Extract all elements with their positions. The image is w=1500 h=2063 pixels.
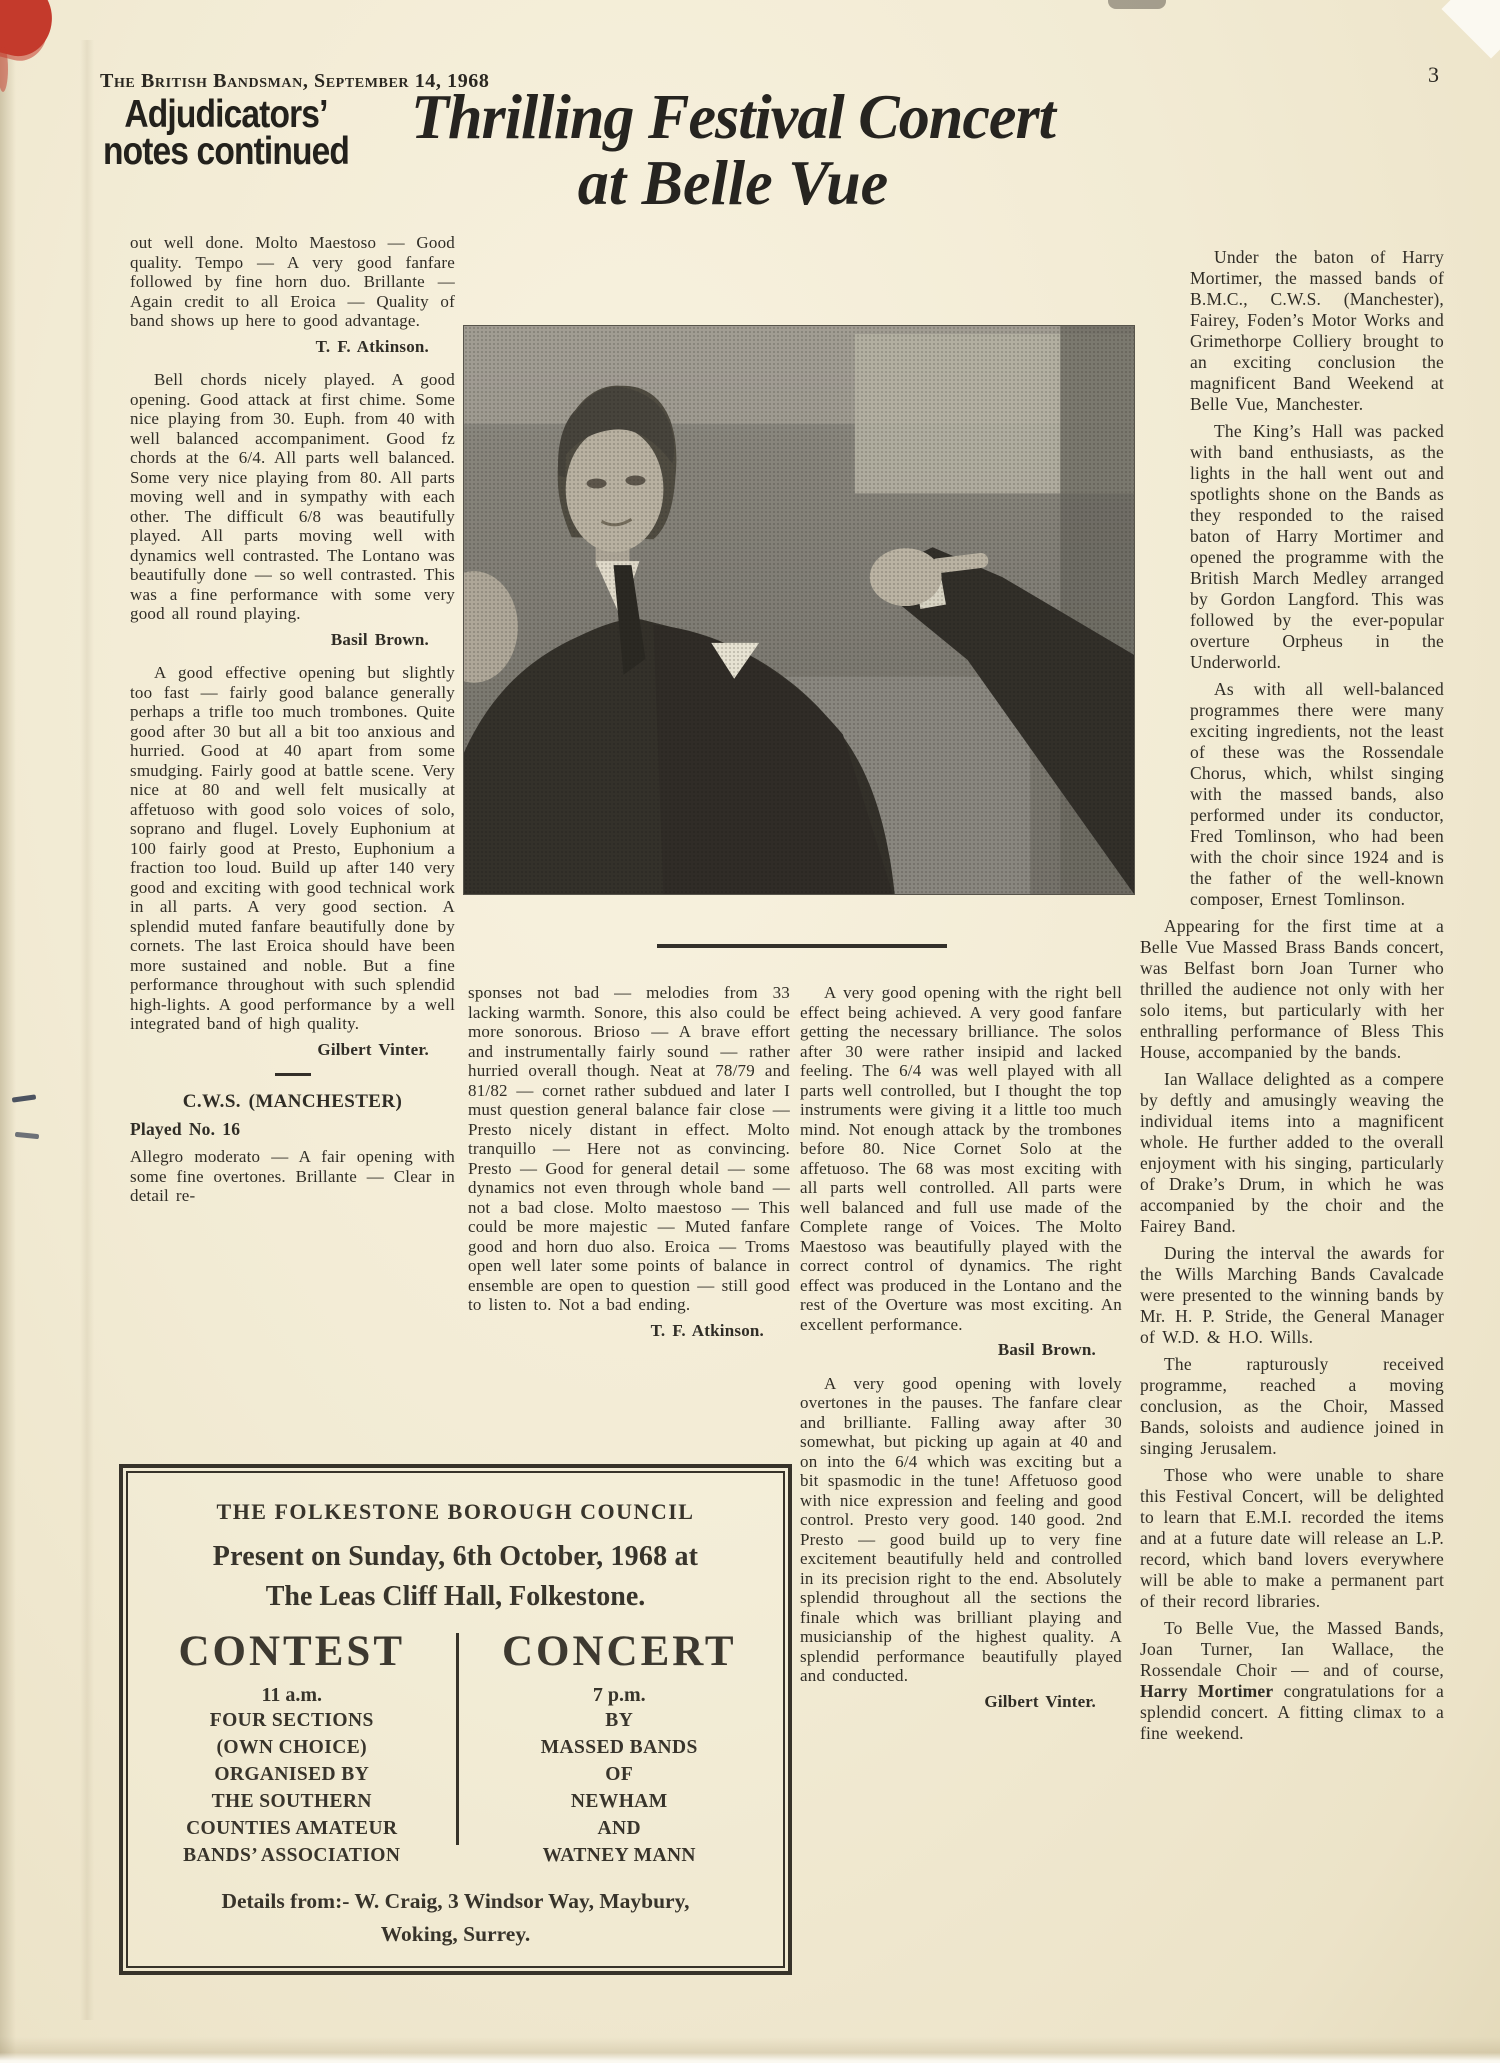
concert-time: 7 p.m. [592,1684,646,1706]
played-number-label: Played No. 16 [130,1118,241,1139]
byline-signature: Basil Brown. [997,1340,1096,1359]
article-paragraph: out well done. Molto Maestoso — Good quality. Tempo — A very good fanfare followed by fine horn duo. Brillante — Again credit to all Eroica — Quality of band shows up here to good advantage. [130,233,455,330]
article-paragraph: During the interval the awards for the Wills Marching Bands Cavalcade were presented to the winning bands by Mr. H. P. Stride, the General Manager of W.D. & H.O. Wills. [1140,1243,1444,1347]
article-paragraph: Bell chords nicely played. A good opening. Good attack at first chime. Some nice playing from 30. Euph. from 40 with well balanced accompaniment. Good fz chords at the 6/4. All parts well balanced. Some very nice playing from 80. All parts moving well and in sympathy with each other. The difficult 6/8 was beautifully played. All parts moving well with dynamics well contrasted. The Lontano was beautifully done — so well contrasted. This was a fine performance with some very good all round playing. [130,370,455,623]
byline-signature: Gilbert Vinter. [984,1691,1096,1711]
concert-line: OF [605,1764,634,1785]
contest-line: (OWN CHOICE) [216,1737,367,1758]
advert-details [128,1885,783,1951]
contest-line: COUNTIES AMATEUR [186,1818,398,1839]
staple-mark [15,1132,39,1139]
article-paragraph: The King’s Hall was packed with band enthusiasts, as the lights in the hall went out and spotlights shone on the Bands as they responded to the raised baton of Harry Mortimer and opened the programme with the British March Medley arranged by Gordon Langford. This was followed by the ever-popular overture Orpheus in the Underworld. [1190,421,1444,672]
page-number: 3 [1428,62,1439,87]
column-adjudicators-notes [130,233,455,1457]
byline-signature: Gilbert Vinter. [317,1039,429,1059]
contest-line: BANDS’ ASSOCIATION [183,1845,401,1866]
advert-date-line: Present on Sunday, 6th October, 1968 at [212,1541,699,1572]
article-paragraph: The rapturously received programme, reached a moving conclusion, as the Choir, Massed Bands, soloists and audience joined in singing Jerusalem. [1140,1354,1444,1458]
masthead: The British Bandsman, September 14, 1968 [100,70,490,92]
advert-columns [128,1627,783,1869]
band-subheading: C.W.S. (MANCHESTER) [182,1091,403,1112]
photo-divider-rule [657,944,947,948]
headline-line1: Thrilling Festival Concert [411,81,1055,152]
article-paragraph: Ian Wallace delighted as a compere by deftly and amusingly weaving the individual items into a magnificent whole. He further added to the overall enjoyment with his singing, particularly of Drake’s Drum, in which he was accompanied by the choir and the Fairey Band. [1140,1069,1444,1236]
concert-heading: CONCERT [501,1628,737,1675]
paragraph-text: To Belle Vue, the Massed Bands, Joan Turner, Ian Wallace, the Rossendale Choir — and of course, [1140,1618,1444,1680]
concert-line: WATNEY MANN [542,1845,696,1866]
concert-line: NEWHAM [570,1791,668,1812]
column-notes-continued-2 [800,983,1122,1975]
photo-wrap-spacer [1140,247,1190,915]
byline-signature: Basil Brown. [330,629,429,649]
page-left-edge-shadow [0,0,16,2063]
conductor-photo [463,325,1135,895]
article-paragraph: A very good opening with the right bell effect being achieved. A very good fanfare getting the necessary brilliance. The solos after 30 were rather insipid and lacked feeling. The 6/4 was well played with all parts well controlled, but I thought the top instruments were giving it a little too much mind. Not enough attack by the trombones before 80. Nice Cornet Solo at the affetuoso. The 68 was most exciting with all parts well controlled. All parts were well balanced and full use made of the Complete range of Voices. The Molto Maestoso was beautifully played with the correct control of dynamics. The right effect was produced in the Lontano and the rest of the Overture was most exciting. An excellent performance. [800,983,1122,1334]
column-notes-continued [468,983,790,1459]
article-paragraph: Under the baton of Harry Mortimer, the massed bands of B.M.C., C.W.S. (Manchester), Fairey, Foden’s Motor Works and Grimethorpe Colliery brought to an exciting conclusion the magnificent Band Weekend at Belle Vue, Manchester. [1190,247,1444,414]
article-headline [352,81,1114,218]
article-paragraph: sponses not bad — melodies from 33 lacking warmth. Sonore, this also could be more sonorous. Brioso — A brave effort and instrumentally fairly sound — rather hurried overall though. Neat at 78/79 and 81/82 — cornet rather subdued and later I must question general balance fair close — Presto nicely distant in effect. Molto tranquillo — Here not as convincing. Presto — Good for general detail — some dynamics not even through whole band — not a bad close. Molto maestoso — This could be more majestic — Muted fanfare good and horn duo also. Eroica — Troms open well later some points of balance in ensemble are open to question — still good to listen to. Not a bad ending. [468,983,790,1314]
page-crease [80,40,94,2020]
concert-line: BY [605,1710,634,1731]
section-heading-line2: notes continued [102,130,350,173]
advert-contest-cell [128,1627,456,1869]
advert-inner-border [126,1471,785,1968]
article-paragraph: A good effective opening but slightly too fast — fairly good balance generally perhaps a trifle too much trombones. Quite good after 30 but all a bit too anxious and hurried. Good at 40 apart from some smudging. Fairly good at battle scene. Very nice at 80 and well felt musically at affetuoso with good solo voices of solo, soprano and flugel. Lovely Euphonium at 100 fairly good at Presto, Euphonium a fraction too loud. Build up after 140 very good and exciting with good technical work in all parts. A very good section. A splendid muted fanfare beautifully done by cornets. The last Eroica should have been more sustained and noble. But a fine performance throughout with such splendid high-lights. A good performance by a well integrated band of high quality. [130,663,455,1033]
byline-signature: T. F. Atkinson. [315,336,429,356]
advert-folkestone [119,1464,792,1975]
contest-line: THE SOUTHERN [211,1791,372,1812]
top-edge-smudge [1108,0,1166,9]
contest-time: 11 a.m. [261,1684,323,1706]
article-paragraph: A very good opening with lovely overtones in the pauses. The fanfare clear and brilliante. Falling away after 30 somewhat, but picking up again at 40 and on into the 6/4 which was exciting but a bit spasmodic in the tune! Affetuoso good with nice expression and feeling and good control. Presto very good. 140 good. 2nd Presto — good build up to very fine excitement beautifully held and controlled in its precision right to the end. Absolutely splendid throughout all the sections the finale which was brilliant playing and musicianship of the highest quality. A splendid performance beautifully played and conducted. [800,1373,1122,1685]
concert-line: AND [597,1818,641,1839]
article-paragraph: As with all well-balanced programmes there were many exciting ingredients, not the least of these was the Rossendale Chorus, which, whilst singing with the massed bands, also performed under its conductor, Fred Tomlinson, who had been with the choir since 1924 and is the father of the well-known composer, Ernest Tomlinson. [1190,679,1444,909]
page-bottom-edge [0,2037,1500,2063]
byline-signature: T. F. Atkinson. [650,1320,764,1340]
headline-line2: at Belle Vue [577,147,889,218]
contest-line: ORGANISED BY [214,1764,370,1785]
contest-heading: CONTEST [178,1628,405,1675]
emphasized-name: Harry Mortimer [1140,1681,1274,1701]
page-corner [1442,0,1500,58]
advert-details-line2: Woking, Surrey. [380,1922,531,1946]
paragraph-text: congratulations for a splendid concert. A fitting climax to a fine weekend. [1140,1681,1444,1743]
article-paragraph: Those who were unable to share this Festival Concert, will be delighted to learn that E.M.I. recorded the items and at a future date will release an L.P. record, which band lovers everywhere will be able to make a permanent part of their record libraries. [1140,1465,1444,1611]
article-paragraph: Appearing for the first time at a Belle Vue Massed Brass Bands concert, was Belfast born Joan Turner who thrilled the audience not only with her solo items, but particularly with her enthralling performance of Bless This House, accompanied by the bands. [1140,916,1444,1062]
contest-line: FOUR SECTIONS [209,1710,374,1731]
advert-venue-line: The Leas Cliff Hall, Folkestone. [265,1581,646,1612]
section-divider-rule [275,1073,311,1076]
advert-title: THE FOLKESTONE BOROUGH COUNCIL [216,1499,695,1524]
advert-concert-cell [456,1627,784,1869]
section-heading [97,93,355,173]
photo-tint-overlay [464,326,1134,894]
red-ink-mark [0,0,60,63]
column-festival-report [1140,247,1444,1907]
article-paragraph: Allegro moderato — A fair opening with some fine overtones. Brillante — Clear in detail re- [130,1147,455,1205]
section-heading-line1: Adjudicators’ [124,93,328,136]
advert-divider-rule [456,1633,459,1845]
article-paragraph [1140,1618,1444,1744]
concert-line: MASSED BANDS [540,1737,698,1758]
advert-details-line1: Details from:- W. Craig, 3 Windsor Way, Maybury, [221,1889,690,1913]
